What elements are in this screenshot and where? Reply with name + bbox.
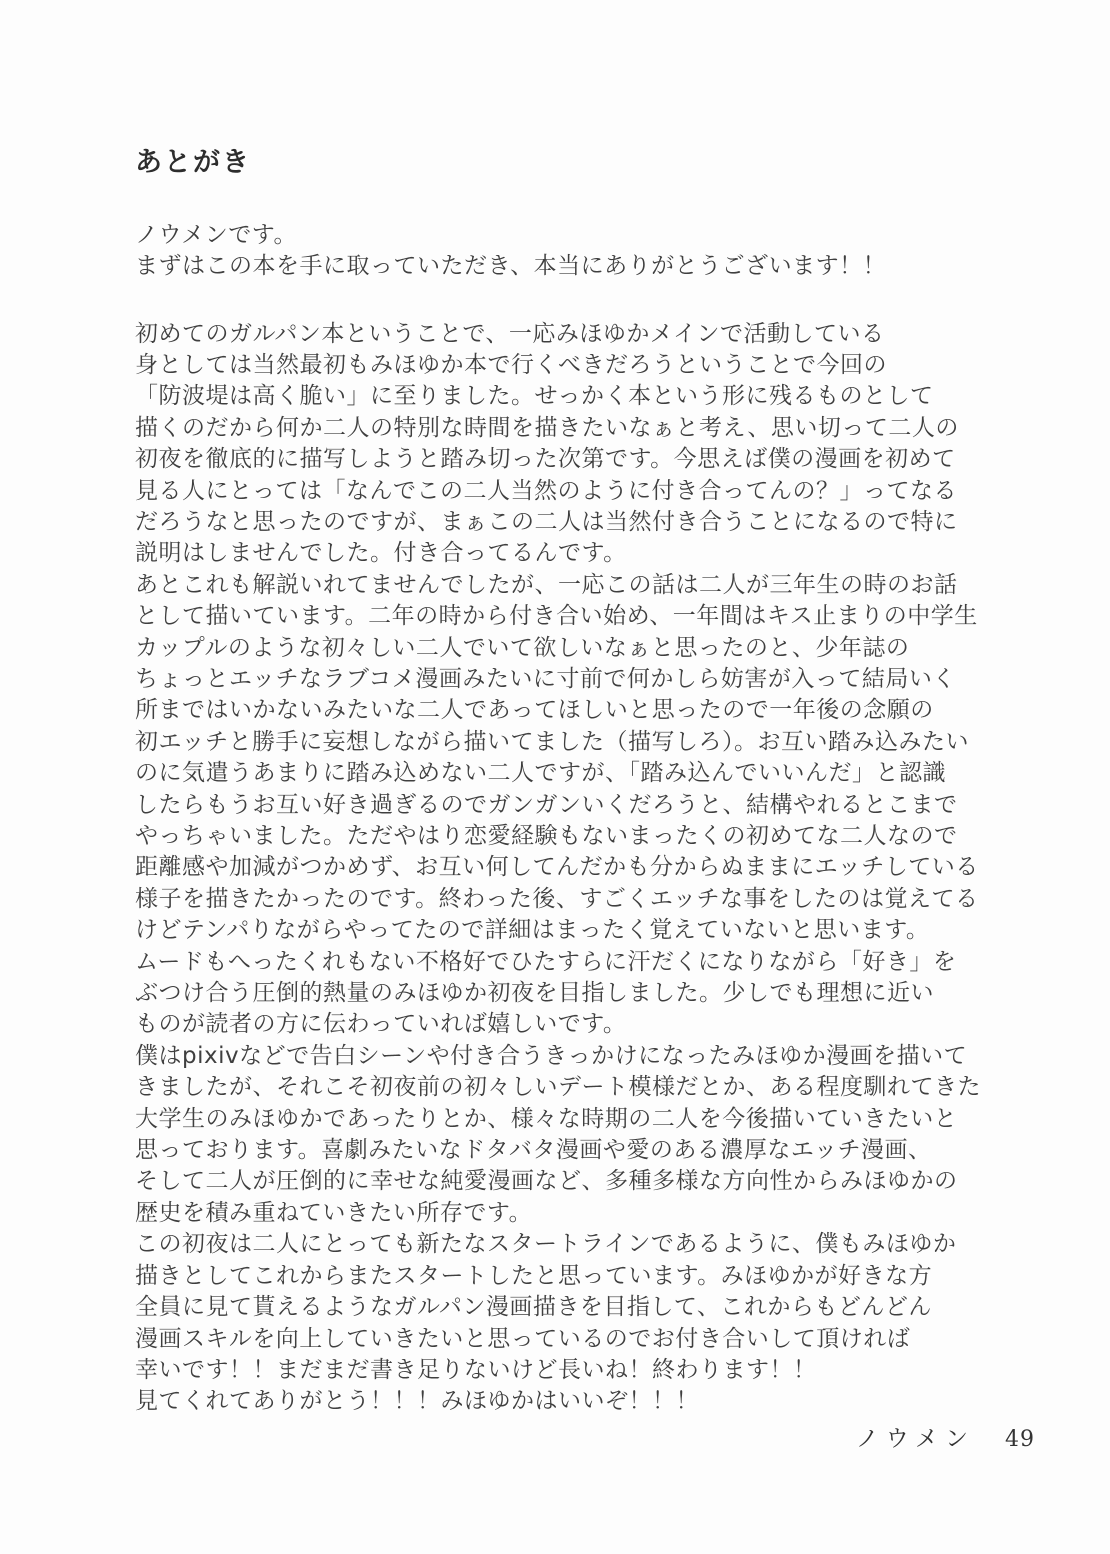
text-line: 見てくれてありがとう！！！みほゆかはいいぞ！！！: [135, 1388, 699, 1415]
text-line: ちょっとエッチなラブコメ漫画みたいに寸前で何かしら妨害が入って結局いく: [135, 665, 956, 692]
text-line: 幸いです！！まだまだ書き足りないけど長いね！終わります！！: [135, 1356, 817, 1383]
text-line: 説明はしませんでした。付き合ってるんです。: [135, 540, 627, 567]
text-line: まずはこの本を手に取っていただき、本当にありがとうございます！！: [135, 253, 887, 280]
text-line: 思っております。喜劇みたいなドタバタ漫画や愛のある濃厚なエッチ漫画、: [135, 1137, 932, 1164]
text-line: 歴史を積み重ねていきたい所存です。: [135, 1199, 533, 1226]
text-line: 描きとしてこれからまたスタートしたと思っています。みほゆかが好きな方: [135, 1262, 933, 1289]
text-line: 身としては当然最初もみほゆか本で行くべきだろうということで今回の: [135, 351, 887, 378]
text-line: のに気遣うあまりに踏み込めない二人ですが、「踏み込んでいいんだ」と認識: [135, 760, 946, 787]
text-line: 所まではいかないみたいな二人であってほしいと思ったので一年後の念願の: [135, 697, 934, 724]
text-line: けどテンパりながらやってたので詳細はまったく覚えていないと思います。: [135, 917, 930, 944]
intro-paragraph: [135, 220, 1035, 283]
text-line: カップルのような初々しい二人でいて欲しいなぁと思ったのと、少年誌の: [135, 634, 910, 661]
body-paragraph: [135, 319, 1035, 1418]
text-line: あとこれも解説いれてませんでしたが、一応この話は二人が三年生の時のお話: [135, 571, 958, 598]
text-line: ぶつけ合う圧倒的熱量のみほゆか初夜を目指しました。少しでも理想に近い: [135, 980, 934, 1007]
text-line: 描くのだから何か二人の特別な時間を描きたいなぁと考え、思い切って二人の: [135, 414, 959, 441]
text-line: きましたが、それこそ初夜前の初々しいデート模様だとか、ある程度馴れてきた: [135, 1074, 981, 1101]
text-line: 初夜を徹底的に描写しようと踏み切った次第です。今思えば僕の漫画を初めて: [135, 446, 956, 473]
text-line: 見る人にとっては「なんでこの二人当然のように付き合ってんの？」ってなる: [135, 477, 958, 504]
text-line: したらもうお互い好き過ぎるのでガンガンいくだろうと、結構やれるとこまで: [135, 791, 958, 818]
text-line: 大学生のみほゆかであったりとか、様々な時期の二人を今後描いていきたいと: [135, 1105, 958, 1132]
page-title: あとがき: [135, 147, 251, 178]
text-line: 様子を描きたかったのです。終わった後、すごくエッチな事をしたのは覚えてる: [135, 885, 979, 912]
text-line: 初めてのガルパン本ということで、一応みほゆかメインで活動している: [135, 320, 885, 347]
text-line: ものが読者の方に伝わっていれば嬉しいです。: [135, 1011, 627, 1038]
text-line: やっちゃいました。ただやはり恋愛経験もないまったくの初めてな二人なので: [135, 823, 958, 849]
page-footer: [135, 1420, 1035, 1453]
text-line: ノウメンです。: [135, 221, 297, 248]
text-line: そして二人が圧倒的に幸せな純愛漫画など、多種多様な方向性からみほゆかの: [135, 1168, 958, 1195]
text-line: 初エッチと勝手に妄想しながら描いてました（描写しろ）。お互い踏み込みたい: [135, 728, 970, 755]
text-line: 僕はpixivなどで告白シーンや付き合うきっかけになったみほゆか漫画を描いて: [135, 1042, 968, 1069]
text-line: 漫画スキルを向上していきたいと思っているのでお付き合いして頂ければ: [135, 1325, 911, 1352]
text-line: だろうなと思ったのですが、まぁこの二人は当然付き合うことになるので特に: [135, 508, 958, 535]
text-line: この初夜は二人にとっても新たなスタートラインであるように、僕もみほゆか: [135, 1231, 957, 1258]
text-line: 「防波堤は高く脆い」に至りました。せっかく本という形に残るものとして: [135, 383, 934, 410]
text-line: 全員に見て貰えるようなガルパン漫画描きを目指して、これからもどんどん: [135, 1294, 932, 1321]
text-line: ムードもへったくれもない不格好でひたすらに汗だくになりながら「好き」を: [135, 948, 957, 975]
author-signature: ノウメン: [855, 1425, 975, 1452]
page-number: 49: [1005, 1426, 1035, 1452]
text-line: として描いています。二年の時から付き合い始め、一年間はキス止まりの中学生: [135, 603, 978, 630]
text-line: 距離感や加減がつかめず、お互い何してんだかも分からぬままにエッチしている: [135, 854, 979, 881]
